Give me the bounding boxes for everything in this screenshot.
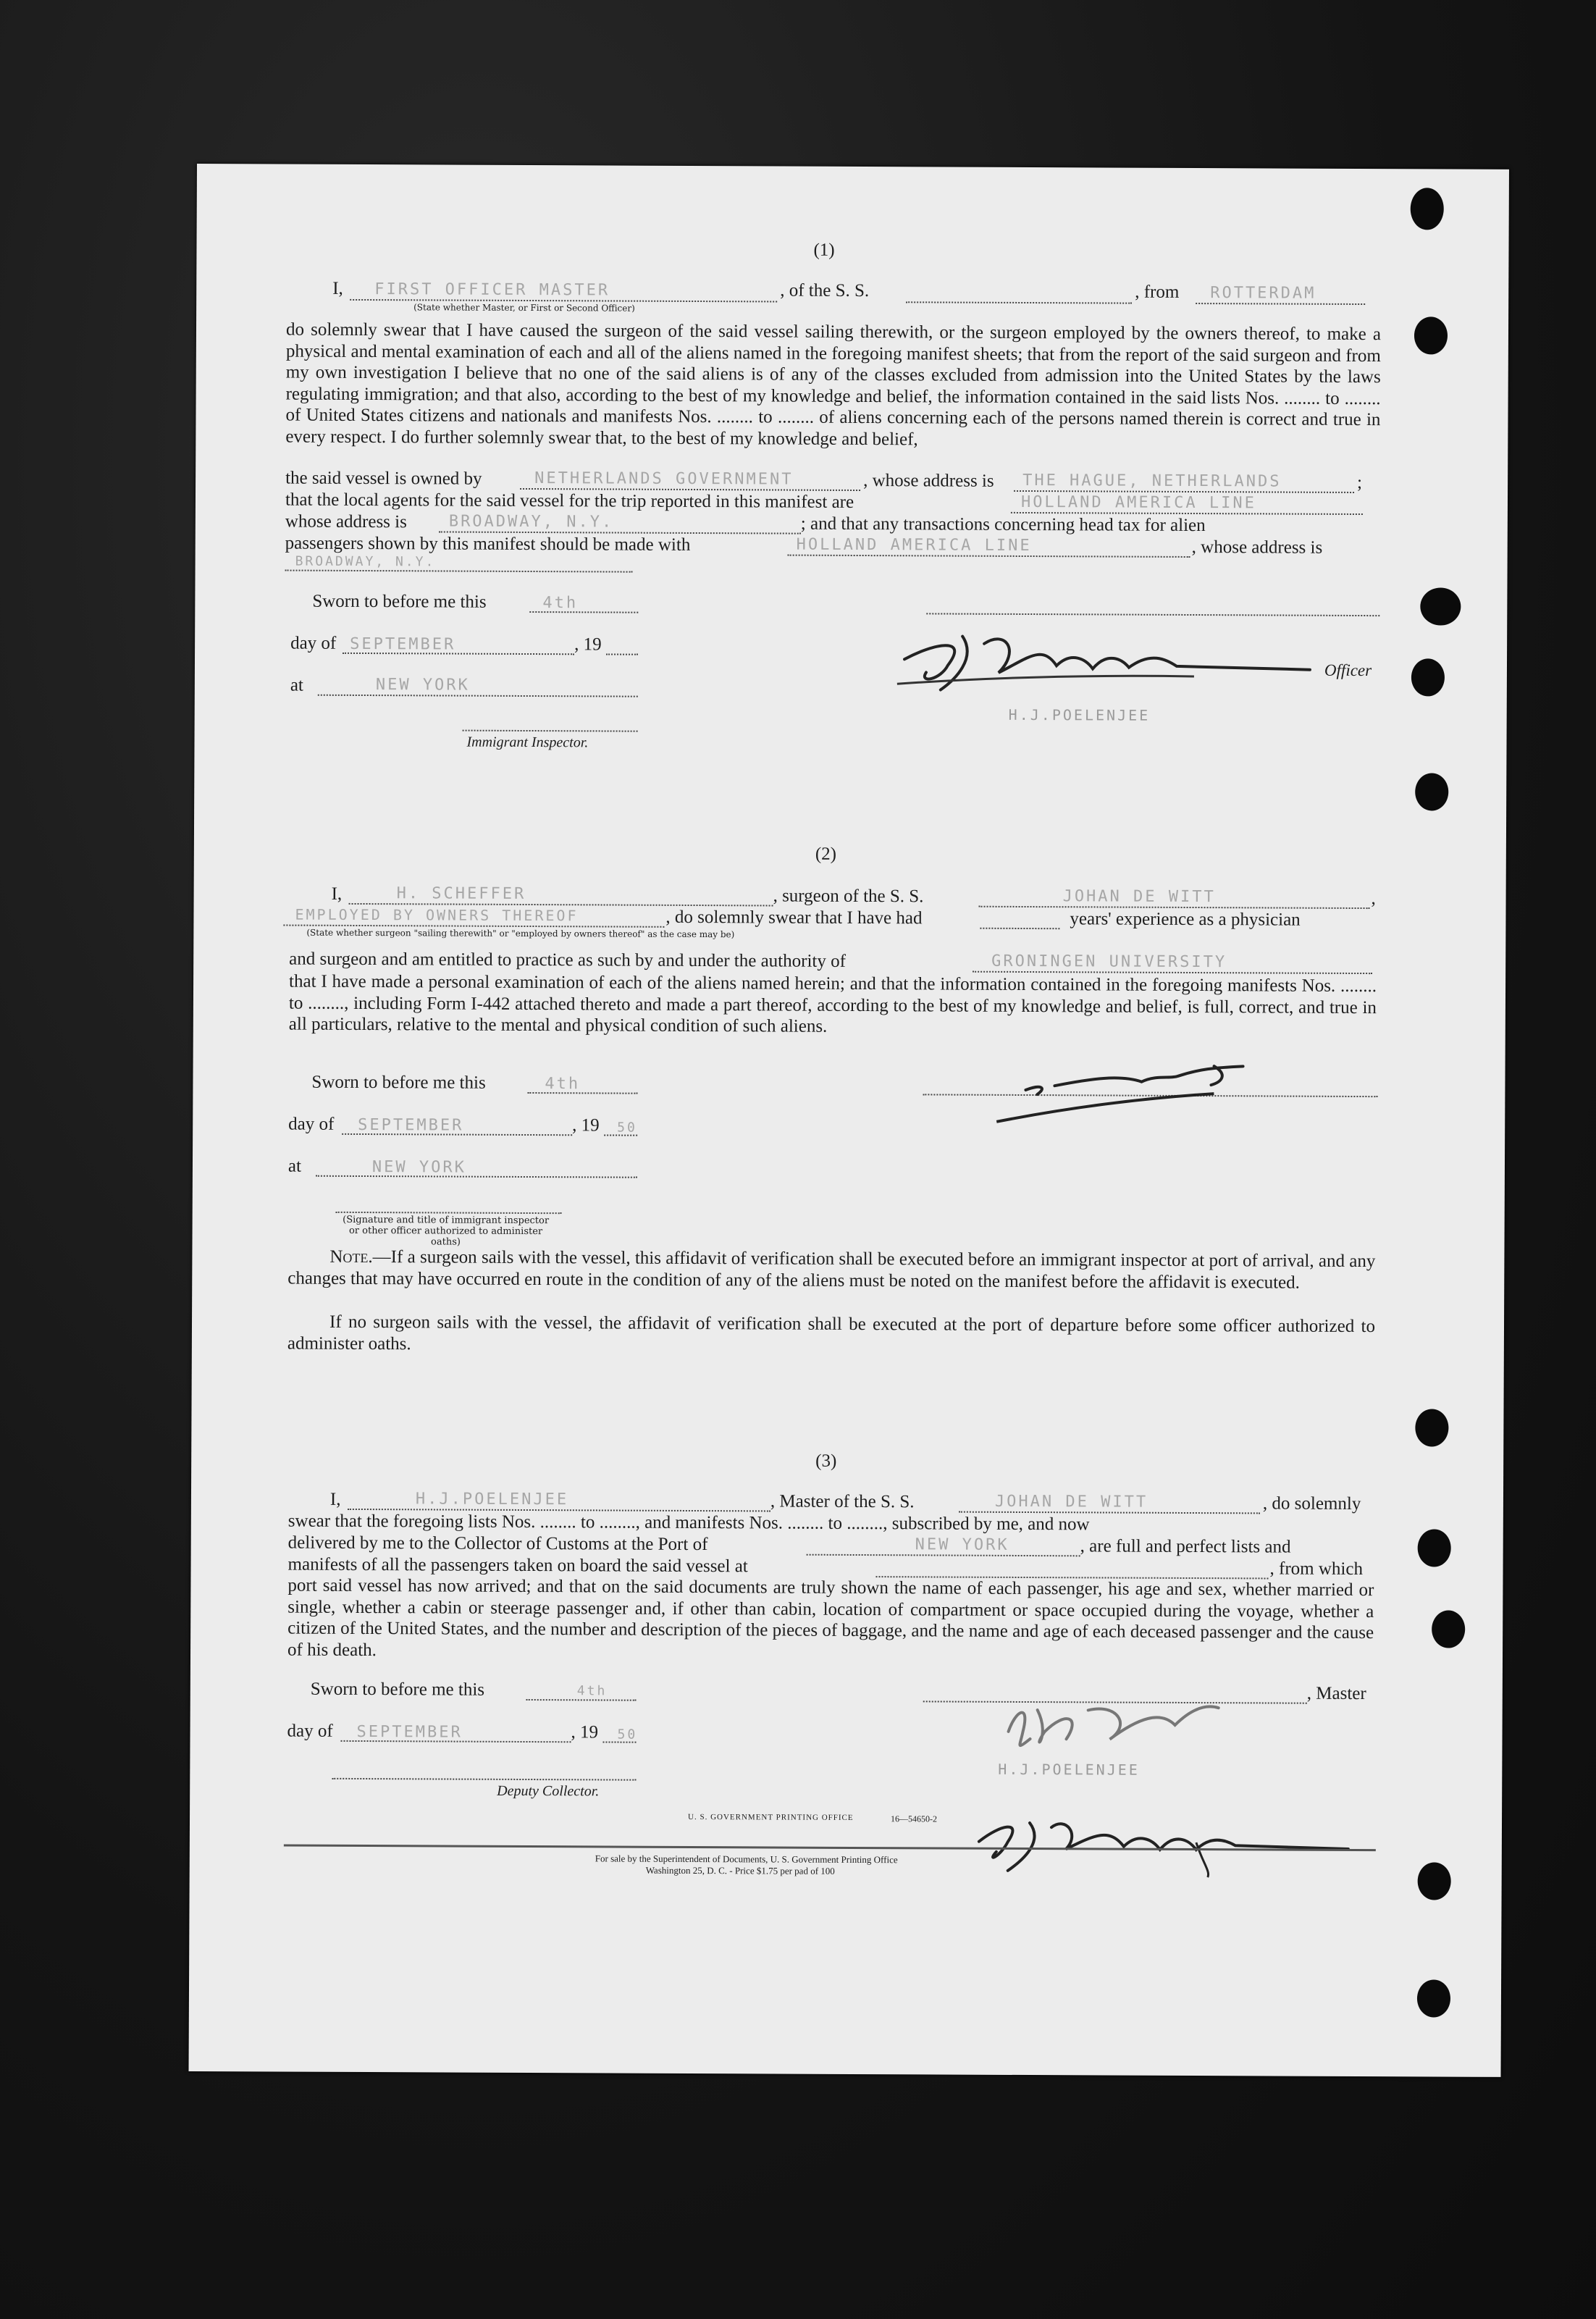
punch-hole	[1417, 1979, 1450, 2017]
s3-i-label: I,	[329, 1489, 341, 1509]
punch-hole	[1411, 188, 1444, 230]
s1-sworn-line	[529, 611, 638, 613]
s1-at-line	[318, 695, 638, 697]
s2-year-line	[604, 1134, 637, 1136]
s1-passengers-fill: HOLLAND AMERICA LINE	[796, 535, 1032, 555]
s2-inspector-line	[336, 1212, 562, 1214]
s2-at-line	[316, 1175, 637, 1178]
s3-stamped-signature	[986, 1681, 1226, 1769]
s3-port-fill: NEW YORK	[915, 1535, 1009, 1554]
s2-sworn-label: Sworn to before me this	[311, 1072, 486, 1093]
s3-year-fill: 50	[617, 1727, 638, 1743]
s3-master-name-fill: H.J.POELENJEE	[415, 1490, 569, 1509]
s1-officer-signature	[890, 614, 1324, 696]
s2-years-line	[980, 928, 1059, 929]
s3-day-of-label: day of	[287, 1721, 333, 1741]
footer-sale-line-1: For sale by the Superintendent of Documents, U. S. Government Printing Office	[595, 1853, 898, 1866]
s2-surgeon-name-fill: H. SCHEFFER	[396, 884, 526, 903]
s1-passengers-address-label: , whose address is	[1191, 537, 1323, 558]
s1-day-of-fill: SEPTEMBER	[350, 634, 456, 654]
s2-signature-caption: (Signature and title of immigrant inspector or other officer authorized to administer oaths)	[343, 1214, 550, 1248]
s3-line-2: swear that the foregoing lists Nos. ........ to ........, and manifests Nos. ........ to ........, subscribed by me, and now	[287, 1511, 1090, 1535]
s3-sworn-label: Sworn to before me this	[310, 1679, 485, 1700]
s3-port-line	[807, 1554, 1080, 1557]
s2-day-of-line	[342, 1133, 572, 1136]
s1-year-label: , 19	[574, 634, 602, 655]
footer-sale-line-2: Washington 25, D. C. - Price $1.75 per pad of 100	[645, 1864, 835, 1876]
s2-note-label: Note.	[329, 1246, 373, 1267]
section-3-number: (3)	[815, 1451, 837, 1471]
s2-at-fill: NEW YORK	[371, 1158, 466, 1177]
s1-inspector-line	[463, 730, 638, 732]
s3-ship-line	[959, 1511, 1260, 1514]
s1-from-label: , from	[1135, 282, 1180, 302]
s2-surgeon-signature	[996, 1052, 1257, 1133]
s1-at-fill: NEW YORK	[375, 676, 470, 695]
s1-passengers-line	[788, 555, 1190, 558]
manifest-page	[189, 164, 1509, 2077]
footer-form-number: 16—54650-2	[891, 1813, 938, 1824]
s2-swear-label: , do solemnly swear that I have had	[665, 907, 923, 928]
s1-rank-caption: (State whether Master, or First or Second Officer)	[413, 302, 635, 314]
s1-agents-label: that the local agents for the said vessel for the trip reported in this manifest are	[285, 490, 854, 512]
s1-i-label: I,	[332, 278, 343, 298]
s1-sworn-fill: 4th	[542, 594, 579, 613]
s1-agents-fill: HOLLAND AMERICA LINE	[1020, 492, 1256, 513]
s1-body-text: do solemnly swear that I have caused the surgeon of the said vessel sailing therewith, or the surgeon employed by the owners thereof, to make a physical and mental examination of each and all of the aliens named in the foregoing manifest sheets; that from the report of the said surgeon and from my own investigation I believe that no one of the said aliens is of any of the classes excluded from admission into the United States by the laws regulating immigration; and that also, according to the best of my knowledge and belief, the information contained in the said lists Nos. ........ to ........ of United States citizens and nationals and manifests Nos. ........ to ........ of aliens concerning each of the persons named therein is correct and true in every respect. I do further solemnly swear that, to the best of my knowledge and belief,	[285, 319, 1382, 449]
s1-from-line	[1196, 303, 1365, 305]
s2-employed-fill: EMPLOYED BY OWNERS THEREOF	[295, 905, 579, 925]
s1-sworn-label: Sworn to before me this	[312, 591, 487, 612]
s1-passengers-label: passengers shown by this manifest should be made with	[285, 533, 691, 555]
s2-note-text: —If a surgeon sails with the vessel, this affidavit of verification shall be executed before an immigrant inspector at port of arrival, and any changes that may have occurred en route in the condition of any of the aliens must be noted on the manifest before the affidavit is executed.	[287, 1247, 1376, 1293]
s2-authority-fill: GRONINGEN UNIVERSITY	[991, 952, 1227, 972]
s3-master-signature	[957, 1798, 1363, 1879]
s3-day-of-line	[340, 1740, 571, 1743]
s3-ship-fill: JOHAN DE WITT	[994, 1492, 1148, 1511]
s3-body-text: port said vessel has now arrived; and that on the said documents are truly shown the name of each passenger, his age and sex, whether married or single, whether a cabin or steerage passenger and, if other than cabin, location of compartment or space occupied during the voyage, whether a citizen of the United States, and the number and description of the pieces of baggage, and the name and age of each deceased passenger and the cause of his death.	[287, 1575, 1374, 1660]
punch-hole	[1432, 1610, 1465, 1648]
s2-note-2: If no surgeon sails with the vessel, the affidavit of verification shall be executed at the port of departure before some officer authorized to administer oaths.	[287, 1312, 1376, 1354]
section-2-number: (2)	[815, 844, 837, 864]
s3-line-4-suffix: , from which	[1269, 1559, 1364, 1580]
s3-line-3-label: delivered by me to the Collector of Customs at the Port of	[287, 1532, 708, 1555]
footer-printing-office: U. S. GOVERNMENT PRINTING OFFICE	[688, 1812, 854, 1822]
s2-year-fill: 50	[617, 1120, 637, 1136]
s3-sworn-fill: 4th	[576, 1683, 608, 1699]
s2-surgeon-of-label: , surgeon of the S. S.	[773, 886, 924, 907]
s2-authority-label: and surgeon and am entitled to practice as such by and under the authority of	[289, 949, 847, 971]
s3-sworn-line	[526, 1699, 637, 1701]
s3-day-of-fill: SEPTEMBER	[356, 1722, 463, 1742]
s1-inspector-label: Immigrant Inspector.	[466, 734, 589, 751]
s3-master-label: , Master	[1306, 1683, 1366, 1704]
s1-ss-label: , of the S. S.	[780, 280, 870, 301]
s2-state-caption: (State whether surgeon "sailing therewith" or "employed by owners thereof" as the case may be)	[306, 927, 735, 940]
s1-owned-address-label: , whose address is	[863, 471, 994, 491]
s1-from-fill: ROTTERDAM	[1210, 284, 1316, 303]
s3-solemnly-label: , do solemnly	[1262, 1493, 1361, 1514]
s3-master-of-label: , Master of the S. S.	[770, 1491, 915, 1512]
s2-ship-fill: JOHAN DE WITT	[1062, 887, 1216, 907]
s1-day-of-label: day of	[290, 633, 337, 653]
s2-ship-line	[979, 906, 1370, 909]
s2-sworn-line	[527, 1092, 637, 1094]
s2-sworn-fill: 4th	[545, 1075, 581, 1094]
s2-year-label: , 19	[572, 1115, 600, 1136]
s3-collector-line	[332, 1778, 636, 1781]
punch-hole	[1415, 1409, 1448, 1446]
s2-years-label: years' experience as a physician	[1070, 909, 1301, 930]
s3-collector-label: Deputy Collector.	[497, 1782, 600, 1800]
s3-line-3-suffix: , are full and perfect lists and	[1080, 1536, 1291, 1557]
s2-at-label: at	[287, 1156, 302, 1176]
section-1-number: (1)	[813, 240, 835, 260]
punch-hole	[1415, 773, 1448, 810]
s2-i-label: I,	[331, 884, 343, 904]
s1-officer-label: Officer	[1324, 661, 1372, 680]
s1-owned-by-label: the said vessel is owned by	[285, 468, 482, 489]
s3-line-4-label: manifests of all the passengers taken on board the said vessel at	[287, 1554, 748, 1577]
punch-hole	[1414, 316, 1448, 354]
punch-hole	[1418, 1862, 1451, 1900]
s1-day-of-line	[343, 653, 574, 655]
punch-hole	[1420, 587, 1461, 625]
s1-ship-line	[906, 301, 1132, 303]
s3-year-line	[602, 1741, 636, 1743]
s2-comma: ,	[1371, 889, 1376, 909]
s1-officer-stamp: H.J.POELENJEE	[1008, 705, 1151, 724]
s1-agents-address-fill: BROADWAY, N.Y.	[448, 512, 614, 532]
s2-body-text: that I have made a personal examination of each of the aliens named herein; and that the information contained in the foregoing manifests Nos. ........ to ........, including Form I-442 attached thereto and made a part thereof, according to the best of my knowledge and belief, is full, correct, and true in all particulars, relative to the mental and physical condition of such aliens.	[288, 971, 1377, 1036]
s3-stamp: H.J.POELENJEE	[998, 1760, 1140, 1779]
s2-day-of-label: day of	[288, 1114, 335, 1134]
s1-headtax-text: ; and that any transactions concerning head tax for alien	[800, 513, 1206, 536]
s1-owned-by-fill: NETHERLANDS GOVERNMENT	[534, 469, 794, 489]
s2-note	[287, 1246, 1375, 1294]
punch-hole	[1411, 658, 1445, 696]
s1-passengers-address-fill: BROADWAY, N.Y.	[295, 553, 436, 570]
s1-year-line	[606, 653, 638, 655]
s1-owned-address-fill: THE HAGUE, NETHERLANDS	[1022, 471, 1282, 491]
s1-rank-fill: FIRST OFFICER MASTER	[374, 280, 610, 300]
punch-hole	[1418, 1529, 1451, 1567]
s1-at-label: at	[290, 675, 303, 695]
s3-year-label: , 19	[571, 1722, 599, 1743]
s1-agents-address-label: whose address is	[285, 511, 407, 532]
s1-passengers-address-line	[285, 570, 633, 573]
s2-day-of-fill: SEPTEMBER	[358, 1115, 464, 1135]
s1-semicolon: ;	[1357, 472, 1363, 493]
